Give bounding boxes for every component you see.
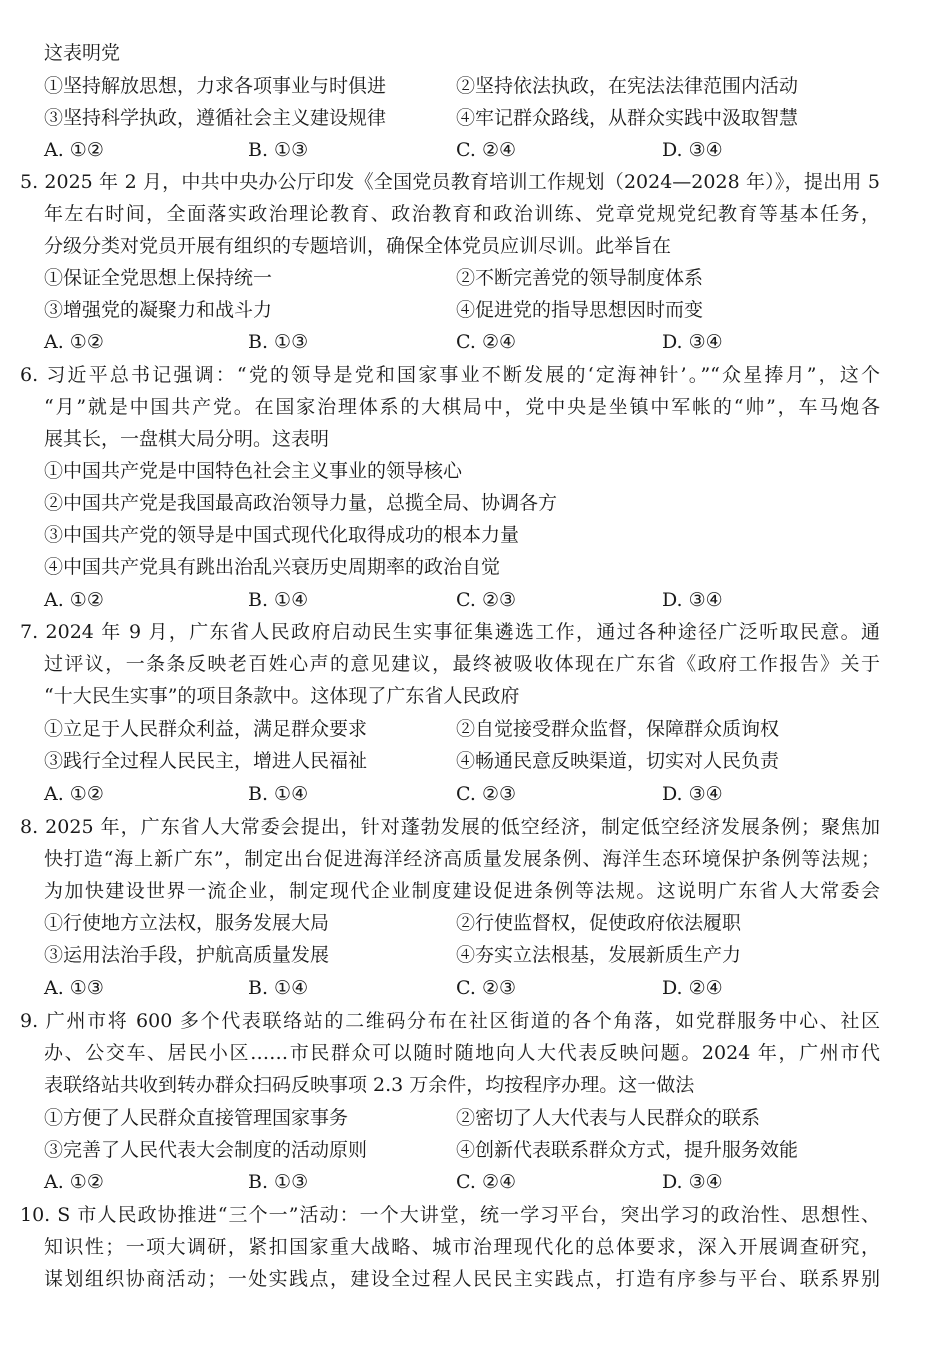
q6-stem-line-3: 展其长，一盘棋大局分明。这表明 xyxy=(44,428,330,450)
q8-stem-line-1: 8. 2025 年，广东省人大常委会提出，针对蓬勃发展的低空经济，制定低空经济发展条例；聚焦加 xyxy=(20,816,880,838)
q7-choice-d: D. ③④ xyxy=(662,783,723,805)
q4-choice-d: D. ③④ xyxy=(662,139,723,161)
q10-stem-line-2: 知识性；一项大调研，紧扣国家重大战略、城市治理现代化的总体要求，深入开展调查研究， xyxy=(44,1236,880,1258)
q4-option-2: ②坚持依法执政，在宪法法律范围内活动 xyxy=(456,75,799,97)
q5-option-1: ①保证全党思想上保持统一 xyxy=(44,267,273,289)
q9-stem-line-3: 表联络站共收到转办群众扫码反映事项 2.3 万余件，均按程序办理。这一做法 xyxy=(44,1074,695,1096)
q6-option-4: ④中国共产党具有跳出治乱兴衰历史周期率的政治自觉 xyxy=(44,556,501,578)
q4-stem-tail: 这表明党 xyxy=(44,42,121,64)
q7-option-4: ④畅通民意反映渠道，切实对人民负责 xyxy=(456,750,780,772)
q9-option-1: ①方便了人民群众直接管理国家事务 xyxy=(44,1107,349,1129)
q6-choice-a: A. ①② xyxy=(44,589,104,611)
q8-option-1: ①行使地方立法权，服务发展大局 xyxy=(44,912,330,934)
q4-choice-a: A. ①② xyxy=(44,139,104,161)
q5-stem-line-2: 年左右时间，全面落实政治理论教育、政治教育和政治训练、党章党规党纪教育等基本任务， xyxy=(44,203,880,225)
q8-choice-d: D. ②④ xyxy=(662,977,723,999)
q8-stem-line-3: 为加快建设世界一流企业，制定现代企业制度建设促进条例等法规。这说明广东省人大常委会 xyxy=(44,880,880,902)
q8-option-2: ②行使监督权，促使政府依法履职 xyxy=(456,912,742,934)
q6-option-1: ①中国共产党是中国特色社会主义事业的领导核心 xyxy=(44,460,463,482)
q6-stem-line-2: “月”就是中国共产党。在国家治理体系的大棋局中，党中央是坐镇中军帐的“帅”，车马炮各 xyxy=(44,396,880,418)
q9-option-3: ③完善了人民代表大会制度的活动原则 xyxy=(44,1139,368,1161)
q7-stem-line-3: “十大民生实事”的项目条款中。这体现了广东省人民政府 xyxy=(44,685,520,707)
q7-choice-c: C. ②③ xyxy=(456,783,517,805)
q9-option-4: ④创新代表联系群众方式，提升服务效能 xyxy=(456,1139,799,1161)
q7-choice-a: A. ①② xyxy=(44,783,104,805)
q4-option-1: ①坚持解放思想，力求各项事业与时俱进 xyxy=(44,75,387,97)
q10-stem-line-3: 谋划组织协商活动；一处实践点，建设全过程人民民主实践点，打造有序参与平台、联系界别 xyxy=(44,1268,880,1290)
q9-choice-d: D. ③④ xyxy=(662,1171,723,1193)
q4-choice-c: C. ②④ xyxy=(456,139,517,161)
q8-option-4: ④夯实立法根基，发展新质生产力 xyxy=(456,944,742,966)
q9-stem-line-1: 9. 广州市将 600 多个代表联络站的二维码分布在社区街道的各个角落，如党群服务中心、社区 xyxy=(20,1010,880,1032)
q6-option-3: ③中国共产党的领导是中国式现代化取得成功的根本力量 xyxy=(44,524,520,546)
q4-option-3: ③坚持科学执政，遵循社会主义建设规律 xyxy=(44,107,387,129)
q6-option-2: ②中国共产党是我国最高政治领导力量，总揽全局、协调各方 xyxy=(44,492,558,514)
q5-choice-b: B. ①③ xyxy=(248,331,309,353)
q5-stem-line-3: 分级分类对党员开展有组织的专题培训，确保全体党员应训尽训。此举旨在 xyxy=(44,235,672,257)
q7-stem-line-2: 过评议，一条条反映老百姓心声的意见建议，最终被吸收体现在广东省《政府工作报告》关于 xyxy=(44,653,880,675)
q5-choice-a: A. ①② xyxy=(44,331,104,353)
q4-choice-b: B. ①③ xyxy=(248,139,309,161)
q7-choice-b: B. ①④ xyxy=(248,783,309,805)
q6-stem-line-1: 6. 习近平总书记强调：“党的领导是党和国家事业不断发展的‘定海神针’。”“众星捧月”，这个 xyxy=(20,364,880,386)
q10-stem-line-1: 10. S 市人民政协推进“三个一”活动：一个大讲堂，统一学习平台，突出学习的政治性、思想性、 xyxy=(20,1204,880,1226)
q5-choice-c: C. ②④ xyxy=(456,331,517,353)
q7-option-1: ①立足于人民群众利益，满足群众要求 xyxy=(44,718,368,740)
q4-option-4: ④牢记群众路线，从群众实践中汲取智慧 xyxy=(456,107,799,129)
q9-choice-b: B. ①③ xyxy=(248,1171,309,1193)
q6-choice-c: C. ②③ xyxy=(456,589,517,611)
q9-option-2: ②密切了人大代表与人民群众的联系 xyxy=(456,1107,761,1129)
q5-choice-d: D. ③④ xyxy=(662,331,723,353)
q5-stem-line-1: 5. 2025 年 2 月，中共中央办公厅印发《全国党员教育培训工作规划（2024—2028 年）》，提出用 5 xyxy=(20,171,880,193)
q6-choice-b: B. ①④ xyxy=(248,589,309,611)
q8-stem-line-2: 快打造“海上新广东”，制定出台促进海洋经济高质量发展条例、海洋生态环境保护条例等法规； xyxy=(44,848,880,870)
q7-option-3: ③践行全过程人民民主，增进人民福祉 xyxy=(44,750,368,772)
q8-option-3: ③运用法治手段，护航高质量发展 xyxy=(44,944,330,966)
q9-choice-a: A. ①② xyxy=(44,1171,104,1193)
q5-option-3: ③增强党的凝聚力和战斗力 xyxy=(44,299,273,321)
q7-stem-line-1: 7. 2024 年 9 月，广东省人民政府启动民生实事征集遴选工作，通过各种途径广泛听取民意。通 xyxy=(20,621,880,643)
q6-choice-d: D. ③④ xyxy=(662,589,723,611)
q8-choice-c: C. ②③ xyxy=(456,977,517,999)
q9-choice-c: C. ②④ xyxy=(456,1171,517,1193)
q9-stem-line-2: 办、公交车、居民小区……市民群众可以随时随地向人大代表反映问题。2024 年，广州市代 xyxy=(44,1042,880,1064)
q8-choice-b: B. ①④ xyxy=(248,977,309,999)
q7-option-2: ②自觉接受群众监督，保障群众质询权 xyxy=(456,718,780,740)
q8-choice-a: A. ①③ xyxy=(44,977,104,999)
q5-option-4: ④促进党的指导思想因时而变 xyxy=(456,299,704,321)
q5-option-2: ②不断完善党的领导制度体系 xyxy=(456,267,704,289)
